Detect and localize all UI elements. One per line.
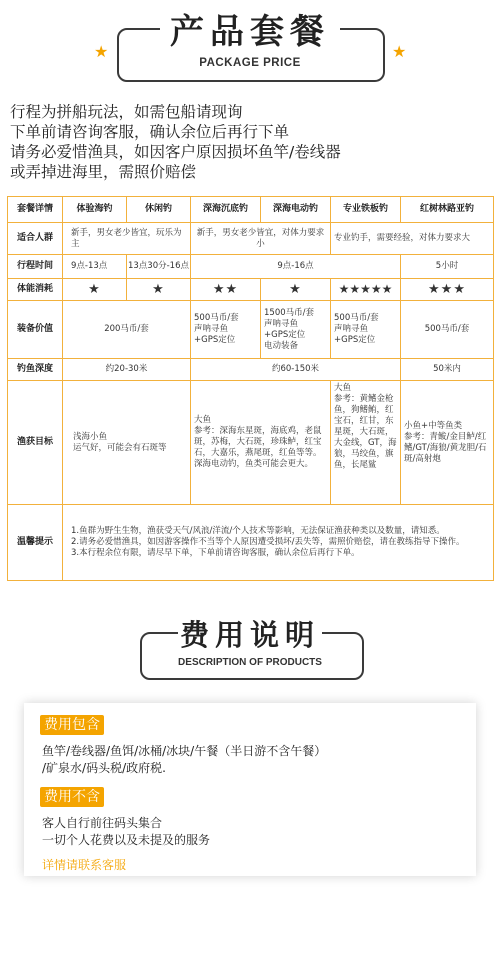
table-cell: 小鱼+中等鱼类 参考：青鲅/金目鲈/红鳍/GT/海狼/黄龙胆/石斑/高射炮: [401, 381, 494, 505]
table-cell: 500马币/套 声呐寻鱼 +GPS定位: [331, 301, 401, 359]
table-cell: 大鱼 参考：黄鳍金枪鱼，狗鳍鲔，红宝石，红甘，东星斑，大石斑，大金线，GT，海狼，马绞鱼，旗鱼，长尾鲨: [331, 381, 401, 505]
table-row: [8, 505, 494, 581]
header-cell: 专业铁板钓: [331, 197, 401, 223]
table-row: [8, 255, 494, 279]
fees-included-line: /矿泉水/码头税/政府税.: [42, 761, 166, 775]
table-cell: 50米内: [401, 359, 494, 381]
table-cell: 约60-150米: [191, 359, 401, 381]
intro-line: 下单前请咨询客服，确认余位后再行下单: [10, 123, 290, 141]
header-cell: 深海电动钓: [261, 197, 331, 223]
stamina-stars: ★: [261, 279, 331, 301]
description-subtitle: DESCRIPTION OF PRODUCTS: [178, 657, 322, 668]
fees-card: [24, 703, 476, 876]
table-cell: 新手，男女老少皆宜，玩乐为主: [63, 223, 191, 255]
stamina-stars: ★: [127, 279, 191, 301]
intro-line: 或弄掉进海里，需照价赔偿: [10, 163, 197, 181]
header-cell: 红树林路亚钓: [401, 197, 494, 223]
row-label: 适合人群: [8, 223, 63, 255]
row-label: 体能消耗: [8, 279, 63, 301]
table-cell: 浅海小鱼 运气好，可能会有石斑等: [63, 381, 191, 505]
table-header-row: [8, 197, 494, 223]
table-cell: 大鱼 参考：深海东星斑，海底鸡，老鼠斑，苏梅，大石斑，珍珠鲈，红宝石，大嘉乐，燕尾斑，红鱼等等。 深海电动钓，鱼类可能会更大。: [191, 381, 331, 505]
stamina-stars: ★★: [191, 279, 261, 301]
fees-included-tag: 费用包含: [40, 715, 104, 735]
header-cell: 体验海钓: [63, 197, 127, 223]
star-icon: ★: [94, 42, 109, 61]
header-cell: 套餐详情: [8, 197, 63, 223]
row-label: 渔获目标: [8, 381, 63, 505]
tip-line: 3.本行程余位有限，请尽早下单，下单前请咨询客服，确认余位后再行下单。: [71, 548, 360, 558]
intro-line: 行程为拼船玩法，如需包船请现询: [10, 103, 243, 121]
table-cell: 5小时: [401, 255, 494, 279]
table-cell: 13点30分-16点: [127, 255, 191, 279]
table-cell: 专业钓手，需要经验，对体力要求大: [331, 223, 494, 255]
fees-excluded-line: 一切个人花费以及未提及的服务: [42, 833, 211, 847]
table-cell: 500马币/套 声呐寻鱼 +GPS定位: [191, 301, 261, 359]
intro-notes: [10, 102, 490, 182]
row-label: 行程时间: [8, 255, 63, 279]
table-cell: 1500马币/套 声呐寻鱼 +GPS定位 电动装备: [261, 301, 331, 359]
description-title: 费用说明: [179, 618, 320, 652]
package-table: [7, 196, 494, 581]
tip-line: 2.请务必爱惜渔具，如因游客操作不当等个人原因遭受损坏/丢失等，需照价赔偿，请在教练指导下操作。: [71, 537, 465, 547]
table-cell: 500马币/套: [401, 301, 494, 359]
table-row: [8, 359, 494, 381]
intro-line: 请务必爱惜渔具，如因客户原因损坏鱼竿/卷线器: [10, 143, 341, 161]
table-cell: 9点-13点: [63, 255, 127, 279]
package-price-heading: [0, 0, 500, 90]
tips-cell: [63, 505, 494, 581]
row-label: 钓鱼深度: [8, 359, 63, 381]
header-cell: 深海沉底钓: [191, 197, 261, 223]
description-heading: [0, 610, 500, 690]
header-cell: 休闲钓: [127, 197, 191, 223]
table-row: [8, 279, 494, 301]
tip-line: 1.鱼群为野生生物，渔获受天气/风浪/洋流/个人技术等影响，无法保证渔获种类以及数量，请知悉。: [71, 526, 445, 536]
table-row: [8, 381, 494, 505]
table-cell: 新手，男女老少皆宜，对体力要求小: [191, 223, 331, 255]
table-cell: 约20-30米: [63, 359, 191, 381]
package-price-title: 产品套餐: [170, 12, 330, 52]
stamina-stars: ★★★: [401, 279, 494, 301]
star-icon: ★: [392, 42, 407, 61]
fees-excluded-line: 客人自行前往码头集合: [42, 816, 163, 830]
table-cell: 9点-16点: [191, 255, 401, 279]
table-row: [8, 223, 494, 255]
contact-service-link[interactable]: 详情请联系客服: [42, 858, 127, 872]
row-label: 温馨提示: [8, 505, 63, 581]
stamina-stars: ★★★★★: [331, 279, 401, 301]
fees-included-line: 鱼竿/卷线器/鱼饵/冰桶/冰块/午餐（半日游不含午餐）: [42, 744, 327, 758]
package-price-subtitle: PACKAGE PRICE: [199, 57, 301, 69]
stamina-stars: ★: [63, 279, 127, 301]
table-row: [8, 301, 494, 359]
fees-excluded-tag: 费用不含: [40, 787, 104, 807]
row-label: 装备价值: [8, 301, 63, 359]
table-cell: 200马币/套: [63, 301, 191, 359]
